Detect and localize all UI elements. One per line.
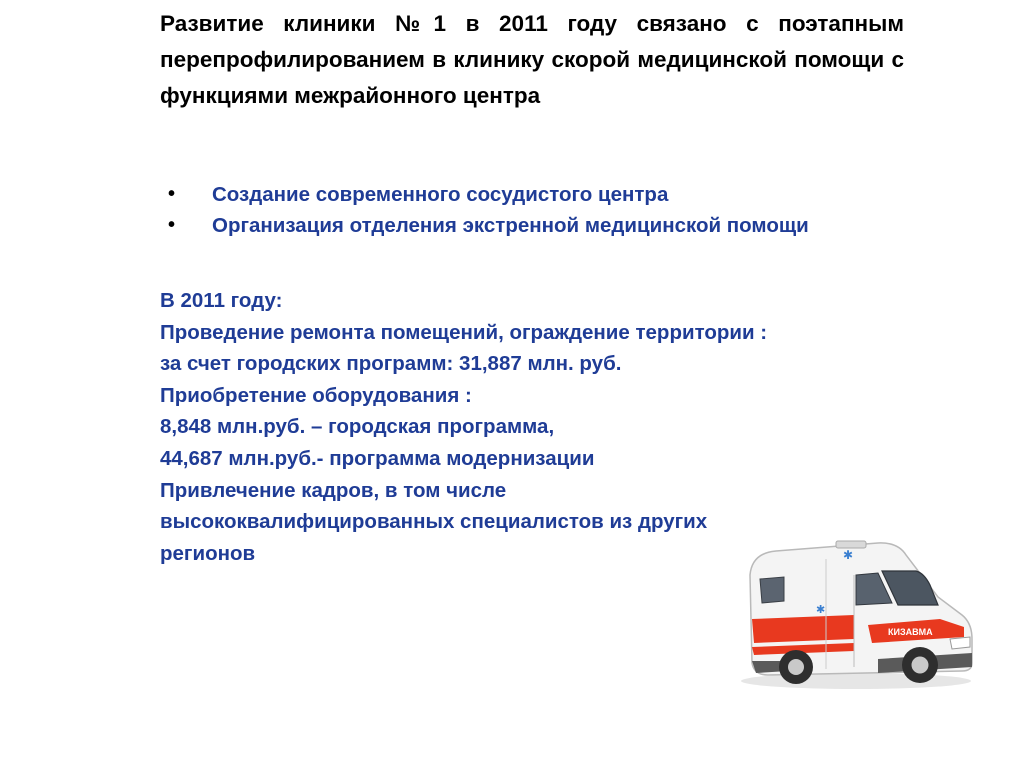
slide-title: Развитие клиники №1 в 2011 году связано с поэтапным перепрофилированием в клинику скорой медицинской помощи с функциями межрайонного центра <box>160 11 904 108</box>
ambulance-label: КИЗАВМА <box>888 627 933 637</box>
ambulance-icon <box>728 535 978 695</box>
bullet-list <box>160 179 938 241</box>
bullet-dot-icon: • <box>168 183 176 205</box>
year-label: В 2011 году: <box>160 289 283 312</box>
detail-line: за счет городских программ: 31,887 млн. руб. <box>160 352 622 376</box>
bullet-dot-icon: • <box>168 214 176 236</box>
detail-line: Проведение ремонта помещений, ограждение территории : <box>160 320 768 344</box>
bullet-text: Создание современного сосудистого центра <box>212 183 669 206</box>
detail-line: высококвалифицированных специалистов из других <box>160 510 708 534</box>
details-block <box>160 285 950 569</box>
svg-text:✱: ✱ <box>816 603 826 616</box>
bullet-item <box>160 210 938 241</box>
detail-line: 44,687 млн.руб.- программа модернизации <box>160 446 595 470</box>
detail-line: 8,848 млн.руб. – городская программа, <box>160 415 555 439</box>
detail-line: регионов <box>160 541 256 565</box>
bullet-item <box>160 179 938 210</box>
detail-line: Приобретение оборудования : <box>160 383 472 407</box>
detail-line: Привлечение кадров, в том числе <box>160 478 507 502</box>
svg-text:✱: ✱ <box>843 548 854 562</box>
bullet-text: Организация отделения экстренной медицинской помощи <box>212 214 809 237</box>
